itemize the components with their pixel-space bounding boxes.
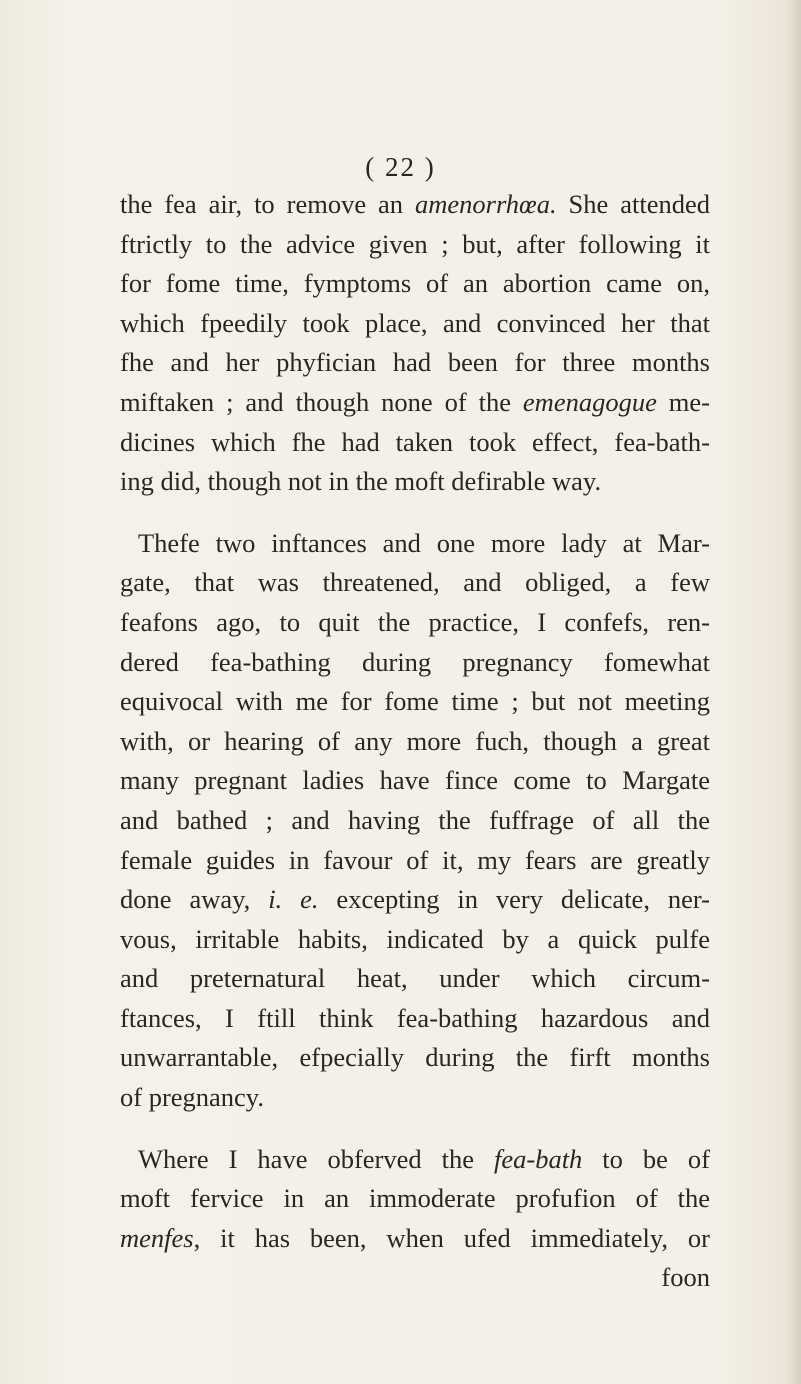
- text-line: ing did, though not in the moft defirable way.: [120, 466, 602, 497]
- paragraph-2: [120, 524, 710, 1118]
- text-line: done away, i. e. excepting in very delicate, ner-: [120, 884, 710, 915]
- paragraph-3: [120, 1140, 710, 1259]
- text-line: dered fea-bathing during pregnancy fomewhat: [120, 646, 710, 677]
- text-line: of pregnancy.: [120, 1082, 264, 1113]
- text-line: which fpeedily took place, and convinced her that: [120, 307, 710, 338]
- text-line: gate, that was threatened, and obliged, a few: [120, 567, 710, 598]
- body-text: [120, 185, 710, 1298]
- text-line: dicines which fhe had taken took effect, fea-bath-: [120, 426, 710, 457]
- text-line: miftaken ; and though none of the emenagogue me-: [120, 386, 710, 417]
- italic-term: emenagogue: [522, 386, 657, 417]
- text-line: ftances, I ftill think fea-bathing hazardous and: [120, 1002, 710, 1033]
- text-line: and bathed ; and having the fuffrage of all the: [120, 804, 710, 835]
- text-line: the fea air, to remove an amenorrhœa. She attended: [120, 189, 710, 219]
- text-line: moft fervice in an immoderate profufion of the: [120, 1183, 710, 1214]
- text-line: with, or hearing of any more fuch, though a great: [120, 725, 710, 756]
- text-line: feafons ago, to quit the practice, I confefs, ren-: [120, 606, 710, 637]
- page-edge-shadow: [787, 0, 801, 1384]
- italic-term: amenorrhœa.: [414, 189, 557, 219]
- paragraph-1: [120, 185, 710, 502]
- text-line: fhe and her phyfician had been for three months: [120, 347, 710, 378]
- text-line: many pregnant ladies have fince come to Margate: [120, 765, 710, 796]
- text-line: female guides in favour of it, my fears are greatly: [120, 844, 710, 875]
- catchword: foon: [661, 1262, 710, 1293]
- page-number: ( 22 ): [365, 152, 436, 182]
- text-line: for fome time, fymptoms of an abortion came on,: [120, 268, 710, 299]
- text-line: vous, irritable habits, indicated by a quick pulfe: [120, 923, 710, 954]
- italic-term: fea-bath: [494, 1143, 583, 1174]
- text-line: unwarrantable, efpecially during the firft months: [120, 1042, 710, 1073]
- text-line: ftrictly to the advice given ; but, after following it: [120, 228, 710, 259]
- text-line: Where I have obferved the fea-bath to be of: [138, 1143, 710, 1174]
- text-line: equivocal with me for fome time ; but not meeting: [120, 686, 710, 717]
- italic-term: menfes: [120, 1222, 194, 1253]
- italic-term: i. e.: [268, 884, 319, 915]
- text-line: menfes, it has been, when ufed immediately, or: [120, 1222, 710, 1253]
- text-line: and preternatural heat, under which circum-: [120, 963, 710, 994]
- text-line: Thefe two inftances and one more lady at Mar-: [138, 527, 710, 558]
